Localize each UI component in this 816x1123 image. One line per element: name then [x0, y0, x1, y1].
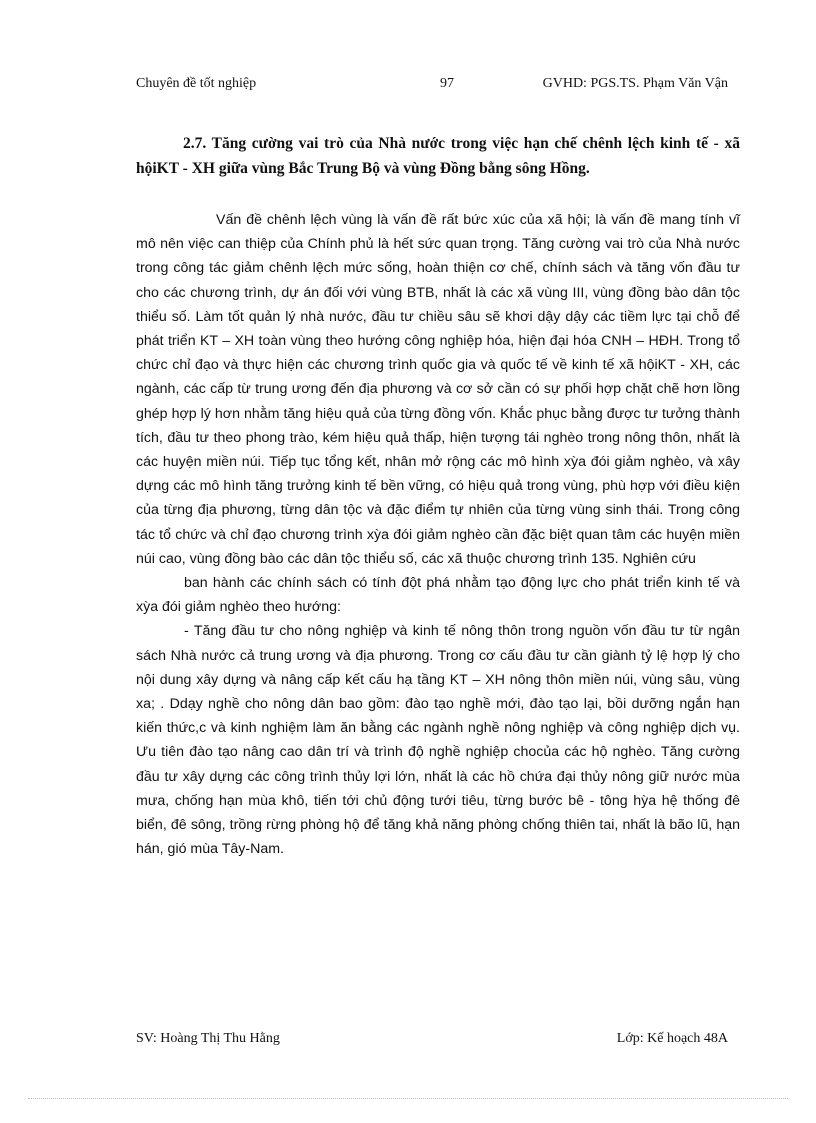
paragraph-3: - Tăng đầu tư cho nông nghiệp và kinh tế nông thôn trong nguồn vốn đầu tư từ ngân sách Nhà nước cả trung ương và địa phương. Trong cơ cấu đầu tư cần giành tỷ lệ hợp lý cho nội dung xây dựng và nâng cấp kết cấu hạ tầng KT – XH nông thôn miền núi, vùng sâu, vùng xa; . Ddạy nghề cho nông dân bao gồm: đào tạo nghề mới, đào tạo lại, bồi dưỡng ngắn hạn kiến thức,c và kinh nghiệm làm ăn bằng các ngành nghề nông nghiệp và công nghiệp dịch vụ. Ưu tiên đào tạo nâng cao dân trí và trình độ nghề nghiệp chocủa các hộ nghèo. Tăng cường đầu tư xây dựng các công trình thủy lợi lớn, nhất là các hồ chứa đại thủy nông giữ nước mùa mưa, chống hạn mùa khô, tiến tới chủ động tưới tiêu, từng bước bê - tông hỳa hệ thống đê biển, đê sông, trồng rừng phòng hộ để tăng khả năng phòng chống thiên tai, nhất là bão lũ, hạn hán, gió mùa Tây-Nam. [136, 623, 740, 858]
footer-student-name: SV: Hoàng Thị Thu Hằng [136, 1031, 280, 1046]
footer-class-name: Lớp: Kế hoạch 48A [616, 1031, 728, 1046]
header-course-title: Chuyên đề tốt nghiệp [136, 76, 257, 91]
paragraph-1: Vấn đề chênh lệch vùng là vấn đề rất bức xúc của xã hội; là vấn đề mang tính vĩ mô nên việc can thiệp của Chính phủ là hết sức quan trọng. Tăng cường vai trò của Nhà nước trong công tác giảm chênh lệch mức sống, hoàn thiện cơ chế, chính sách và tăng vốn đầu tư cho các chương trình, dự án đối với vùng BTB, nhất là các xã vùng III, vùng đồng bào dân tộc thiểu số. Làm tốt quản lý nhà nước, đầu tư chiều sâu sẽ khơi dậy dậy các tiềm lực tại chỗ để phát triển KT – XH toàn vùng theo hướng công nghiệp hóa, hiện đại hóa CNH – HĐH. Trong tổ chức chỉ đạo và thực hiện các chương trình quốc gia và quốc tế về kinh tế xã hộiKT - XH, các ngành, các cấp từ trung ương đến địa phương và cơ sở cần có sự phối hợp chặt chẽ hơn lồng ghép hợp lý hơn nhằm tăng hiệu quả của từng đồng vốn. Khắc phục bằng được tư tưởng thành tích, đầu tư theo phong trào, kém hiệu quả thấp, hiện tượng tái nghèo trong nông thôn, nhất là các huyện miền núi. Tiếp tục tổng kết, nhân mở rộng các mô hình xỳa đói giảm nghèo, và xây dựng các mô hình tăng trưởng kinh tế bền vững, có hiệu quả trong vùng, phù hợp với điều kiện của từng địa phương, từng dân tộc và đặc điểm tự nhiên của từng vùng sinh thái. Trong công tác tổ chức và chỉ đạo chương trình xỳa đói giảm nghèo cần đặc biệt quan tâm các huyện miền núi cao, vùng đồng bào các dân tộc thiểu số, các xã thuộc chương trình 135. Nghiên cứu [136, 212, 740, 567]
page-number: 97 [440, 76, 454, 91]
section-heading: 2.7. Tăng cường vai trò của Nhà nước trong việc hạn chế chênh lệch kinh tế - xã hộiKT - XH giữa vùng Bắc Trung Bộ và vùng Đồng bằng sông Hồng. [136, 135, 740, 177]
paragraph-2: ban hành các chính sách có tính đột phá nhằm tạo động lực cho phát triển kinh tế và xỳa đói giảm nghèo theo hướng: [136, 575, 740, 616]
body-text [136, 208, 740, 861]
bottom-divider [28, 1098, 788, 1099]
page-footer [136, 1031, 728, 1053]
header-supervisor: GVHD: PGS.TS. Phạm Văn Vận [542, 76, 728, 91]
page-header [136, 76, 728, 98]
